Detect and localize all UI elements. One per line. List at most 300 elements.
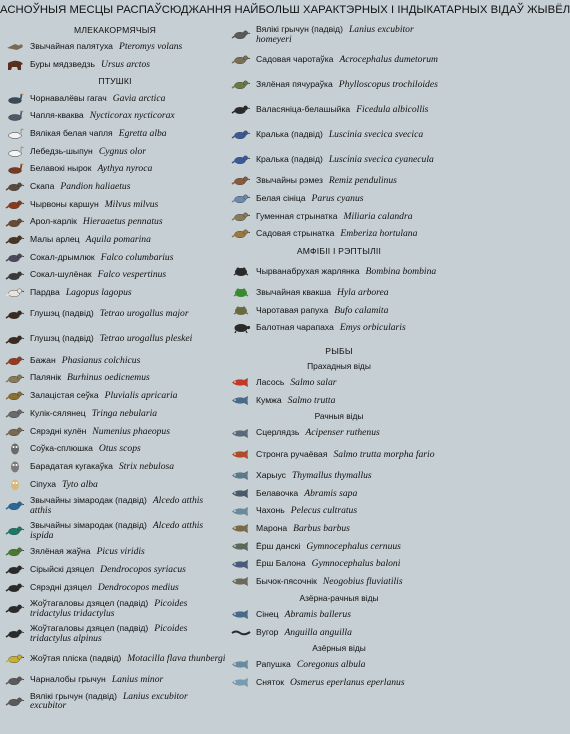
species-name: Звычайная квакша [256, 286, 331, 297]
species-row [230, 301, 448, 319]
left-column [4, 22, 226, 714]
species-latin-name: Phylloscopus trochiloides [338, 78, 438, 90]
species-text [30, 147, 146, 156]
eel-icon [230, 625, 252, 639]
species-name: Белая сініца [256, 192, 306, 203]
species-text [30, 547, 145, 556]
barbel-icon [230, 522, 252, 536]
species-name: Арол-карлік [30, 216, 77, 227]
section-title-birds: ПТУШКІ [98, 76, 132, 87]
species-text [256, 678, 405, 687]
eagle-icon [4, 215, 26, 229]
species-row [230, 172, 448, 190]
species-latin-name: Tringa nebularia [91, 407, 158, 419]
flycatcher-icon [230, 103, 252, 117]
species-name: Скапа [30, 180, 55, 191]
species-name: Соўка-сплюшка [30, 443, 93, 454]
species-row [230, 424, 448, 442]
toad-icon [230, 303, 252, 317]
species-row [230, 656, 448, 674]
species-latin-name: Tyto alba [62, 478, 98, 490]
species-latin-name: Lanius excubitor homeyeri [256, 24, 414, 45]
species-row [4, 561, 226, 579]
species-name: Ёрш данскі [256, 540, 301, 551]
species-name: Звычайны зімародак (падвід) [30, 520, 147, 531]
species-name: Садовая чаротаўка [256, 53, 334, 64]
species-row [4, 213, 226, 231]
species-latin-name: Gymnocephalus baloni [311, 558, 401, 570]
goby-icon [230, 575, 252, 589]
species-text [30, 480, 98, 489]
species-row [230, 520, 448, 538]
trout-icon [230, 393, 252, 407]
species-latin-name: Picoides tridactylus alpinus [30, 623, 188, 644]
species-row [4, 671, 226, 689]
species-latin-name: Abramis ballerus [284, 608, 351, 620]
species-name: Валасяніца-белашыйка [256, 103, 351, 114]
species-latin-name: Dendrocopos syriacus [100, 563, 186, 575]
curlew-icon [4, 424, 26, 438]
species-name: Жоўтагаловы дзяцел (падвід) [30, 623, 149, 634]
species-text [30, 675, 163, 684]
subsection-title-lake-river: Азёрна-рачныя віды [299, 592, 379, 603]
species-row [4, 440, 226, 458]
species-text [256, 25, 448, 44]
species-name: Сіпуха [30, 478, 57, 489]
species-name: Чырвоны каршун [30, 198, 99, 209]
species-name: Чарналобы грычун [30, 674, 106, 685]
species-row [4, 458, 226, 476]
species-row [4, 493, 226, 518]
grouse-icon [4, 286, 26, 300]
species-row [230, 485, 448, 503]
species-text [256, 506, 357, 515]
wagtail-icon [4, 652, 26, 666]
woodpecker-icon [4, 627, 26, 641]
species-row [4, 422, 226, 440]
woodpecker-icon [4, 580, 26, 594]
species-text [256, 489, 357, 498]
species-row [230, 190, 448, 208]
species-row [230, 392, 448, 410]
species-latin-name: Emys orbicularis [339, 322, 406, 334]
species-text [256, 628, 352, 637]
species-text [256, 577, 403, 586]
species-latin-name: Picus viridis [96, 546, 145, 558]
species-text [256, 194, 364, 203]
species-row [4, 475, 226, 493]
species-row [230, 374, 448, 392]
species-row [230, 72, 448, 97]
species-text [30, 521, 226, 540]
species-text [256, 105, 428, 114]
species-text [30, 462, 174, 471]
species-latin-name: Ursus arctos [101, 58, 150, 70]
species-row [230, 606, 448, 624]
species-row [4, 579, 226, 597]
woodpecker-icon [4, 545, 26, 559]
species-name: Ласось [256, 376, 285, 387]
species-text [256, 155, 434, 164]
smelt-icon [230, 676, 252, 690]
birds-list [4, 89, 226, 714]
shrike-icon [4, 694, 26, 708]
page-title: АСНОЎНЫЯ МЕСЦЫ РАСПАЎСЮДЖАННЯ НАЙБОЛЬШ ХАРАКТЭРНЫХ І ІНДЫКАТАРНЫХ ВІДАЎ ЖЫВЁЛ [0, 4, 570, 16]
right-column [230, 22, 448, 691]
species-text [30, 444, 141, 453]
tree-frog-icon [230, 286, 252, 300]
species-name: Жоўтая пліска (падвід) [30, 652, 122, 663]
species-name: Жоўтагаловы дзяцел (падвід) [30, 598, 149, 609]
birds-list-continued [230, 22, 448, 243]
species-row [4, 266, 226, 284]
species-row [4, 689, 226, 714]
amphibians-list [230, 259, 448, 337]
species-name: Вялікі грычун (падвід) [256, 24, 343, 35]
species-name: Бычок-пясочнік [256, 576, 317, 587]
blue-bream-icon [230, 608, 252, 622]
species-name: Чорнавалёвы гагач [30, 92, 107, 103]
species-latin-name: Parus cyanus [311, 192, 364, 204]
species-name: Чаротавая рапуха [256, 304, 329, 315]
species-row [230, 22, 448, 47]
species-row [230, 538, 448, 556]
species-name: Сярэдні кулён [30, 425, 87, 436]
species-text [30, 624, 226, 643]
species-latin-name: Falco vespertinus [97, 269, 167, 281]
bluethroat-icon [230, 153, 252, 167]
species-latin-name: Salmo trutta morpha fario [333, 448, 435, 460]
species-row [4, 142, 226, 160]
species-text [30, 409, 157, 418]
kite-icon [4, 197, 26, 211]
species-latin-name: Lagopus lagopus [65, 287, 132, 299]
bluethroat-icon [230, 128, 252, 142]
species-text [256, 396, 335, 405]
loon-icon [4, 91, 26, 105]
species-name: Стронга ручаёвая [256, 448, 328, 459]
species-name: Сірыйскі дзяцел [30, 563, 95, 574]
falcon-icon [4, 268, 26, 282]
species-row [4, 89, 226, 107]
species-text [256, 524, 350, 533]
species-text [256, 559, 400, 568]
barn-owl-icon [4, 477, 26, 491]
species-text [30, 373, 150, 382]
species-latin-name: Lanius minor [111, 674, 164, 686]
species-text [30, 235, 151, 244]
species-latin-name: Otus scops [98, 443, 141, 455]
species-latin-name: Bombina bombina [365, 265, 437, 277]
species-text [30, 42, 182, 51]
species-latin-name: Acipenser ruthenus [305, 427, 380, 439]
species-text [30, 309, 189, 318]
swan-icon [4, 144, 26, 158]
species-latin-name: Salmo trutta [287, 394, 336, 406]
species-row [4, 543, 226, 561]
species-text [30, 253, 173, 262]
sterlet-icon [230, 426, 252, 440]
species-text [30, 654, 225, 663]
egret-icon [4, 127, 26, 141]
capercaillie-icon [4, 332, 26, 346]
species-row [4, 405, 226, 423]
species-latin-name: Osmerus eperlanus eperlanus [289, 676, 405, 688]
owl-icon [4, 442, 26, 456]
species-latin-name: Remiz pendulinus [328, 175, 397, 187]
species-name: Бажан [30, 354, 56, 365]
species-name: Звычайны рэмез [256, 175, 323, 186]
species-latin-name: Falco columbarius [100, 251, 174, 263]
owl-icon [4, 460, 26, 474]
flying-squirrel-icon [4, 40, 26, 54]
species-text [30, 334, 192, 343]
species-text [30, 288, 132, 297]
turtle-icon [230, 321, 252, 335]
shrike-icon [4, 673, 26, 687]
sandpiper-icon [4, 407, 26, 421]
species-name: Чапля-кваква [30, 110, 84, 121]
brown-bear-icon [4, 58, 26, 72]
species-text [30, 111, 175, 120]
species-name: Лебедзь-шыпун [30, 145, 93, 156]
species-row [4, 518, 226, 543]
woodpecker-icon [4, 563, 26, 577]
subsection-title-river: Рачныя віды [314, 411, 364, 422]
species-latin-name: Milvus milvus [104, 198, 159, 210]
species-row [230, 225, 448, 243]
species-latin-name: Gavia arctica [112, 92, 166, 104]
species-text [30, 599, 226, 618]
species-latin-name: Luscinia svecica cyanecula [328, 153, 434, 165]
species-name: Вугор [256, 626, 279, 637]
species-name: Зялёная пячураўка [256, 78, 333, 89]
species-row [4, 56, 226, 74]
species-name: Чахонь [256, 505, 285, 516]
species-latin-name: Abramis sapa [304, 487, 358, 499]
species-name: Белавокі нырок [30, 163, 92, 174]
species-text [256, 428, 380, 437]
species-name: Зялёная жаўна [30, 546, 91, 557]
species-row [4, 646, 226, 671]
species-text [30, 270, 166, 279]
eagle-icon [4, 233, 26, 247]
species-latin-name: Neogobius fluviatilis [322, 576, 403, 588]
bream-icon [230, 486, 252, 500]
falcon-icon [4, 250, 26, 264]
species-text [256, 212, 413, 221]
species-name: Садовая стрынатка [256, 228, 335, 239]
capercaillie-icon [4, 307, 26, 321]
species-latin-name: Motacilla flava thunbergi [127, 652, 226, 664]
species-name: Сняток [256, 676, 284, 687]
species-row [4, 125, 226, 143]
species-row [4, 284, 226, 302]
species-latin-name: Alcedo atthis ispida [30, 520, 204, 541]
species-latin-name: Numenius phaeopus [92, 425, 170, 437]
species-latin-name: Dendrocopos medius [97, 581, 179, 593]
tit-icon [230, 192, 252, 206]
species-row [230, 97, 448, 122]
species-latin-name: Coregonus albula [296, 659, 366, 671]
duck-icon [4, 162, 26, 176]
species-latin-name: Salmo salar [290, 376, 337, 388]
ruffe-icon [230, 539, 252, 553]
species-text [256, 323, 406, 332]
species-latin-name: Phasianus colchicus [61, 354, 141, 366]
species-text [256, 660, 365, 669]
penduline-tit-icon [230, 174, 252, 188]
species-latin-name: Thymallus thymallus [291, 470, 372, 482]
species-text [30, 692, 226, 711]
species-latin-name: Gymnocephalus cernuus [306, 540, 401, 552]
species-latin-name: Nycticorax nycticorax [89, 110, 175, 122]
species-name: Вялікі грычун (падвід) [30, 690, 117, 701]
species-name: Звычайная палятуха [30, 41, 113, 52]
species-latin-name: Ficedula albicollis [356, 103, 429, 115]
species-name: Белавочка [256, 487, 299, 498]
species-latin-name: Emberiza hortulana [340, 228, 418, 240]
species-latin-name: Aquila pomarina [85, 234, 151, 246]
species-latin-name: Egretta alba [118, 127, 167, 139]
species-name: Пардва [30, 287, 60, 298]
species-latin-name: Pelecus cultratus [290, 505, 358, 517]
species-latin-name: Pluvialis apricaria [104, 390, 178, 402]
species-text [256, 306, 388, 315]
section-title-fish: РЫБЫ [325, 345, 353, 356]
species-latin-name: Cygnus olor [98, 145, 146, 157]
species-name: Марона [256, 523, 288, 534]
species-text [256, 288, 389, 297]
species-row [230, 442, 448, 467]
species-name: Кралька (падвід) [256, 153, 323, 164]
species-text [256, 176, 397, 185]
species-name: Кралька (падвід) [256, 128, 323, 139]
species-name: Гуменная стрынатка [256, 210, 338, 221]
species-row [4, 178, 226, 196]
species-name: Сцерлядзь [256, 427, 300, 438]
species-row [4, 369, 226, 387]
subsection-title-migratory: Прахадныя віды [307, 360, 371, 371]
species-name: Кумжа [256, 394, 282, 405]
species-row [230, 259, 448, 284]
night-heron-icon [4, 109, 26, 123]
mammals-list [4, 38, 226, 73]
species-latin-name: Bufo calamita [334, 304, 389, 316]
species-latin-name: Strix nebulosa [118, 460, 175, 472]
species-latin-name: Picoides tridactylus tridactylus [30, 598, 188, 619]
species-row [4, 38, 226, 56]
species-row [4, 231, 226, 249]
species-name: Буры мядзведзь [30, 58, 96, 69]
species-latin-name: Tetrao urogallus pleskei [99, 333, 193, 345]
river-fish-list [230, 424, 448, 591]
species-text [256, 471, 372, 480]
species-latin-name: Hieraaetus pennatus [82, 216, 163, 228]
species-latin-name: Aythya nyroca [97, 163, 153, 175]
stone-curlew-icon [4, 371, 26, 385]
species-name: Барадатая кугакаўка [30, 460, 113, 471]
species-latin-name: Alcedo atthis atthis [30, 495, 204, 516]
species-row [4, 352, 226, 370]
section-title-mammals: МЛЕКАКОРМЯЧЫЯ [73, 25, 156, 35]
subsection-title-lake: Азёрныя віды [312, 643, 366, 654]
species-text [256, 450, 435, 459]
species-name: Сокал-дрымлюк [30, 251, 95, 262]
warbler-icon [230, 53, 252, 67]
species-text [256, 229, 417, 238]
species-name: Рапушка [256, 659, 291, 670]
species-row [230, 47, 448, 72]
species-name: Глушэц (падвід) [30, 333, 94, 344]
species-latin-name: Tetrao urogallus major [99, 308, 189, 320]
pheasant-icon [4, 353, 26, 367]
species-name: Харыус [256, 470, 286, 481]
species-latin-name: Hyla arborea [337, 286, 389, 298]
shrike-icon [230, 28, 252, 42]
species-row [4, 302, 226, 327]
species-row [4, 387, 226, 405]
species-name: Глушэц (падвід) [30, 308, 94, 319]
lake-fish-list [230, 656, 448, 691]
species-row [4, 107, 226, 125]
woodpecker-icon [4, 602, 26, 616]
vendace-icon [230, 658, 252, 672]
section-title-amphibians: АМФІБІІ І РЭПТЫЛІІ [296, 245, 382, 256]
species-text [30, 129, 167, 138]
species-text [30, 200, 158, 209]
species-text [30, 182, 130, 191]
sabrefish-icon [230, 504, 252, 518]
species-text [30, 496, 226, 515]
species-row [230, 502, 448, 520]
species-row [230, 284, 448, 302]
species-row [4, 327, 226, 352]
trout-icon [230, 447, 252, 461]
species-row [4, 596, 226, 621]
species-row [230, 122, 448, 147]
ruffe-icon [230, 557, 252, 571]
species-row [230, 147, 448, 172]
osprey-icon [4, 180, 26, 194]
species-name: Ёрш Балона [256, 558, 306, 569]
species-row [230, 319, 448, 337]
salmon-icon [230, 376, 252, 390]
toad-icon [230, 264, 252, 278]
species-text [256, 130, 423, 139]
species-name: Чырванабрухая жарлянка [256, 265, 360, 276]
species-name: Малы арлец [30, 234, 80, 245]
species-row [4, 249, 226, 267]
species-name: Сокал-шулёнак [30, 269, 92, 280]
species-text [30, 565, 186, 574]
species-text [256, 267, 436, 276]
species-latin-name: Pandion haliaetus [60, 180, 131, 192]
plover-icon [4, 389, 26, 403]
kingfisher-icon [4, 524, 26, 538]
species-text [30, 60, 150, 69]
species-text [30, 94, 165, 103]
species-text [256, 80, 438, 89]
species-text [256, 542, 401, 551]
species-latin-name: Pteromys volans [118, 41, 183, 53]
species-row [230, 555, 448, 573]
species-text [30, 217, 163, 226]
migratory-fish-list [230, 374, 448, 409]
species-name: Вялікая белая чапля [30, 127, 113, 138]
species-row [4, 196, 226, 214]
species-name: Залацістая сеўка [30, 390, 99, 401]
